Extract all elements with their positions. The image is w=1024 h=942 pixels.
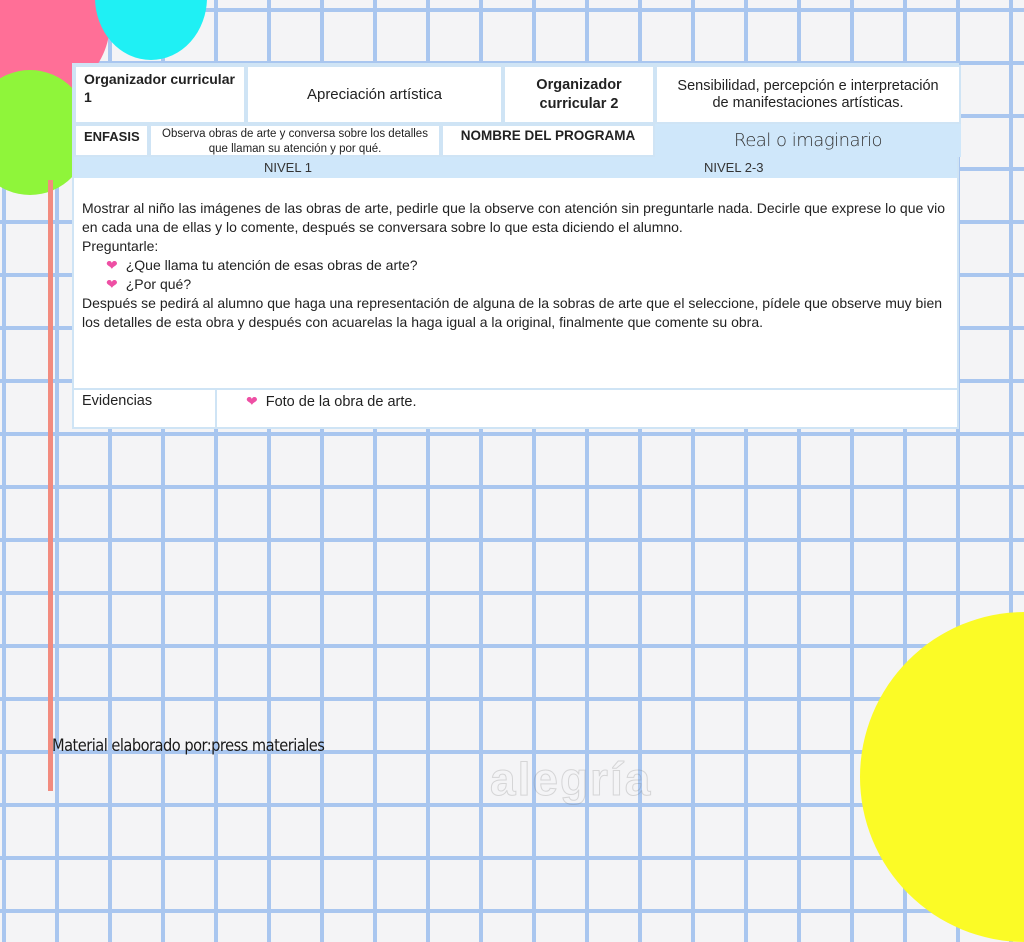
footer-credit: Material elaborado por:press materiales — [52, 736, 325, 756]
heart-icon: ❤ — [106, 257, 118, 273]
programa-value: Real o imaginario — [655, 124, 961, 157]
question-text: ¿Que llama tu atención de esas obras de arte? — [125, 257, 418, 273]
nivel-1: NIVEL 1 — [264, 160, 312, 175]
question-text: ¿Por qué? — [125, 276, 192, 292]
org2-label: Organizador curricular 2 — [503, 65, 655, 124]
nivel-row — [74, 157, 957, 178]
planning-card — [72, 63, 959, 429]
cyan-circle-decoration — [95, 0, 207, 60]
evidencias-divider — [74, 388, 957, 390]
list-item — [106, 275, 948, 294]
org2-value: Sensibilidad, percepción e interpretación de manifestaciones artísticas. — [655, 65, 961, 124]
heart-icon: ❤ — [106, 276, 118, 292]
evidencias-label: Evidencias — [82, 393, 153, 409]
nivel-2-3: NIVEL 2-3 — [704, 160, 764, 175]
yellow-circle-decoration — [860, 612, 1024, 942]
list-item — [106, 256, 948, 275]
programa-label: NOMBRE DEL PROGRAMA — [441, 124, 655, 157]
heart-icon: ❤ — [246, 393, 258, 409]
org1-value: Apreciación artística — [246, 65, 503, 124]
question-list — [82, 256, 948, 294]
preguntarle-text: Preguntarle: — [82, 238, 159, 254]
evidencias-column-divider — [215, 390, 217, 427]
evidencias-text: Foto de la obra de arte. — [265, 393, 417, 410]
enfasis-label: ENFASIS — [74, 124, 149, 157]
activity-description — [82, 199, 948, 332]
enfasis-value: Observa obras de arte y conversa sobre los detalles que llaman su atención y por qué. — [149, 124, 441, 157]
watermark: alegría — [490, 753, 653, 805]
notebook-margin-line — [48, 180, 53, 791]
evidencias-value — [246, 393, 416, 410]
paragraph-1: Mostrar al niño las imágenes de las obras de arte, pedirle que la observe con atención sin preguntarle nada. Decirle que exprese lo que vio en cada una de ellas y lo comente, después se conversara sobre lo que esta diciendo el alumno. — [82, 200, 946, 235]
org1-label: Organizador curricular 1 — [74, 65, 246, 124]
paragraph-2: Después se pedirá al alumno que haga una representación de alguna de la sobras de arte que el seleccione, pídele que observe muy bien los detalles de esta obra y después con acuarelas la haga igual a la original, finalmente que comente su obra. — [82, 295, 943, 330]
